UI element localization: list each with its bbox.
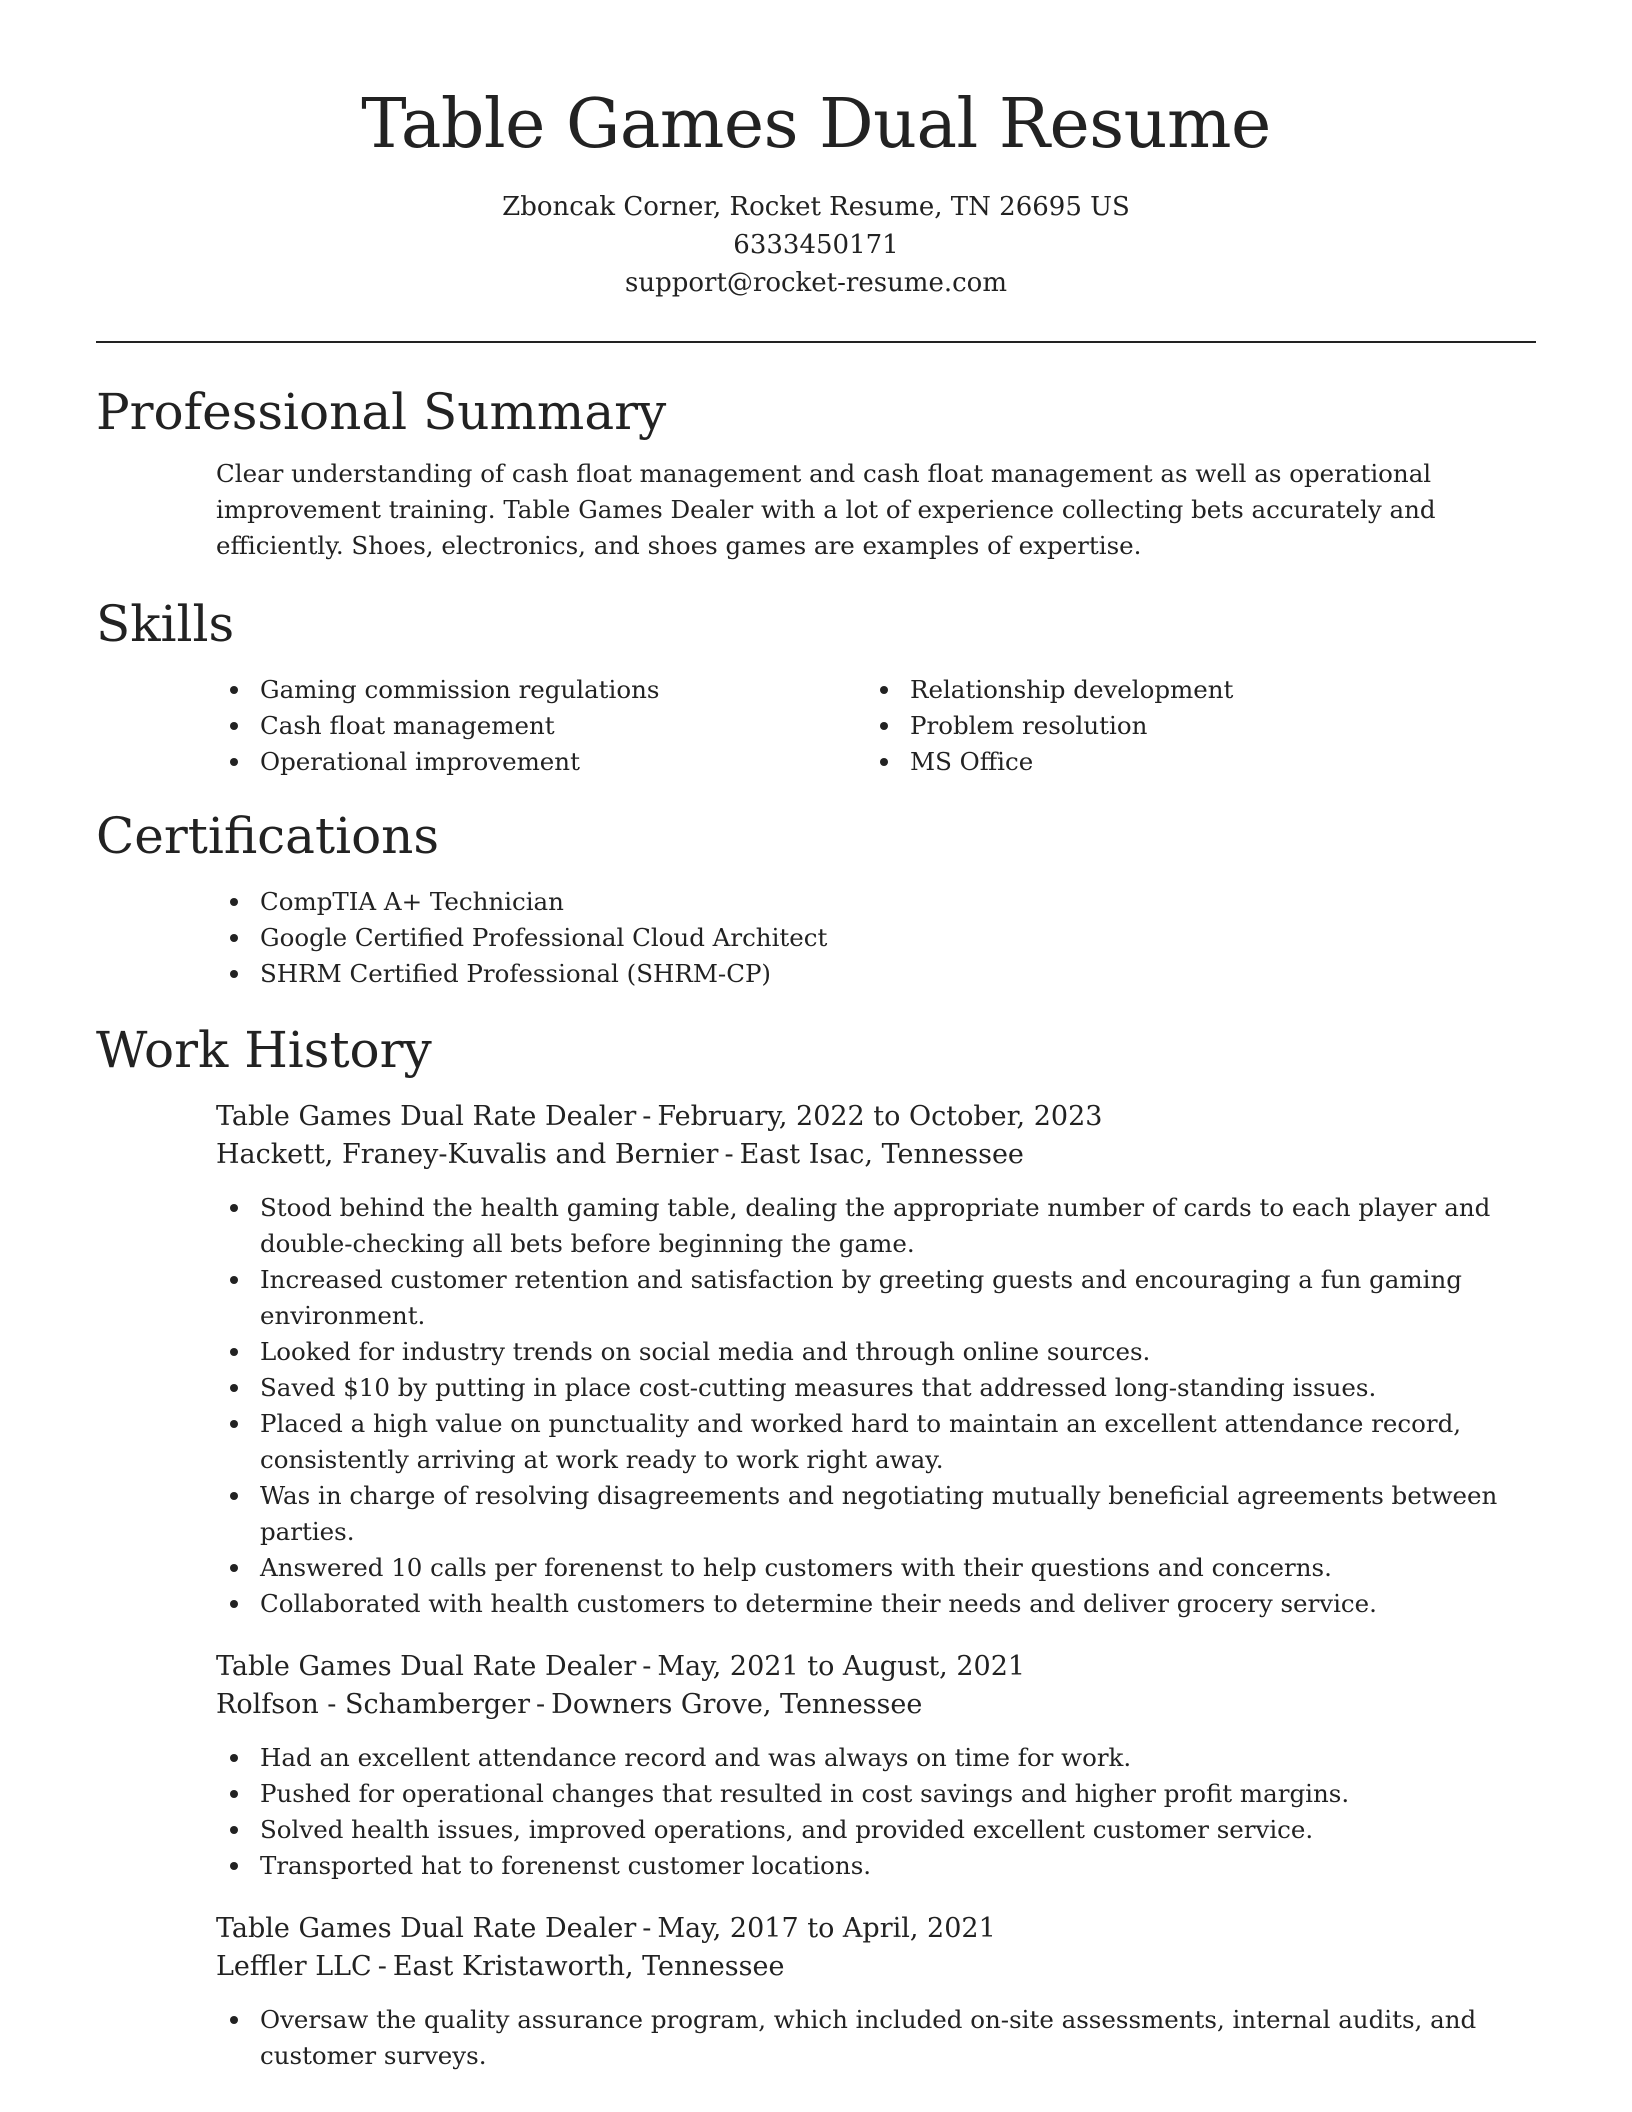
separator: - bbox=[724, 1139, 734, 1170]
work-history-section bbox=[96, 1018, 1536, 2074]
resume-name: Table Games Dual Resume bbox=[361, 85, 1271, 164]
job-location: East Kristaworth, Tennessee bbox=[392, 1951, 785, 1982]
job-role: Table Games Dual Rate Dealer bbox=[216, 1101, 637, 1132]
separator: - bbox=[642, 1101, 652, 1132]
job-bullet: Increased customer retention and satisfaction by greeting guests and encouraging a fun gaming environment. bbox=[216, 1262, 1536, 1334]
job-bullet: Pushed for operational changes that resulted in cost savings and higher profit margins. bbox=[216, 1776, 1536, 1812]
separator: - bbox=[642, 1913, 652, 1944]
skill-item: MS Office bbox=[866, 744, 1516, 780]
job-dates: May, 2021 to August, 2021 bbox=[657, 1651, 1026, 1682]
job-role: Table Games Dual Rate Dealer bbox=[216, 1651, 637, 1682]
resume-header bbox=[0, 0, 1632, 302]
certifications-title: Certifications bbox=[96, 807, 440, 865]
job-dates: February, 2022 to October, 2023 bbox=[657, 1101, 1103, 1132]
contact-address: Zboncak Corner, Rocket Resume, TN 26695 US bbox=[502, 192, 1130, 222]
certifications-section bbox=[96, 804, 1536, 992]
job-bullet: Had an excellent attendance record and was always on time for work. bbox=[216, 1740, 1536, 1776]
job-bullet: Transported hat to forenenst customer locations. bbox=[216, 1848, 1536, 1884]
skill-item: Problem resolution bbox=[866, 708, 1516, 744]
skills-right-list bbox=[866, 672, 1516, 780]
contact-email: support@rocket-resume.com bbox=[624, 268, 1007, 298]
certification-item: Google Certified Professional Cloud Architect bbox=[216, 920, 1536, 956]
job-bullet: Answered 10 calls per forenenst to help customers with their questions and concerns. bbox=[216, 1550, 1536, 1586]
job-bullet: Was in charge of resolving disagreements and negotiating mutually beneficial agreements between parties. bbox=[216, 1478, 1536, 1550]
skills-title: Skills bbox=[96, 595, 235, 653]
job-entry bbox=[216, 1098, 1536, 1622]
separator: - bbox=[536, 1689, 546, 1720]
job-bullet: Placed a high value on punctuality and worked hard to maintain an excellent attendance record, consistently arriving at work ready to work right away. bbox=[216, 1406, 1536, 1478]
job-location: Downers Grove, Tennessee bbox=[551, 1689, 923, 1720]
job-company-line bbox=[216, 1136, 1536, 1174]
job-title-line bbox=[216, 1910, 1536, 1948]
skills-left-list bbox=[216, 672, 866, 780]
job-role: Table Games Dual Rate Dealer bbox=[216, 1913, 637, 1944]
job-bullet-list bbox=[216, 1740, 1536, 1884]
certifications-list bbox=[216, 884, 1536, 992]
summary-section bbox=[96, 380, 1536, 564]
job-bullet-list bbox=[216, 1190, 1536, 1622]
certification-item: SHRM Certified Professional (SHRM-CP) bbox=[216, 956, 1536, 992]
skills-section bbox=[96, 592, 1536, 780]
job-entry bbox=[216, 1648, 1536, 1884]
separator: - bbox=[377, 1951, 387, 1982]
header-divider bbox=[96, 341, 1536, 343]
job-location: East Isac, Tennessee bbox=[739, 1139, 1024, 1170]
skill-item: Operational improvement bbox=[216, 744, 866, 780]
job-bullet: Stood behind the health gaming table, dealing the appropriate number of cards to each player and double-checking all bets before beginning the game. bbox=[216, 1190, 1536, 1262]
work-history-title: Work History bbox=[96, 1021, 432, 1079]
job-company: Hackett, Franey-Kuvalis and Bernier bbox=[216, 1139, 719, 1170]
skill-item: Relationship development bbox=[866, 672, 1516, 708]
job-bullet: Oversaw the quality assurance program, which included on-site assessments, internal audits, and customer surveys. bbox=[216, 2002, 1536, 2074]
skill-item: Cash float management bbox=[216, 708, 866, 744]
job-title-line bbox=[216, 1648, 1536, 1686]
summary-text: Clear understanding of cash float management and cash float management as well as operational improvement training. Table Games Dealer with a lot of experience collecting bets accurately and efficiently. Shoes, electronics, and shoes games are examples of expertise. bbox=[216, 459, 1436, 560]
skills-columns bbox=[216, 672, 1536, 780]
job-dates: May, 2017 to April, 2021 bbox=[657, 1913, 996, 1944]
contact-block bbox=[0, 188, 1632, 302]
job-bullet: Saved $10 by putting in place cost-cutting measures that addressed long-standing issues. bbox=[216, 1370, 1536, 1406]
job-company: Rolfson - Schamberger bbox=[216, 1689, 531, 1720]
contact-phone: 6333450171 bbox=[733, 230, 899, 260]
job-bullet: Solved health issues, improved operations, and provided excellent customer service. bbox=[216, 1812, 1536, 1848]
job-bullet: Looked for industry trends on social media and through online sources. bbox=[216, 1334, 1536, 1370]
job-bullet-list bbox=[216, 2002, 1536, 2074]
separator: - bbox=[642, 1651, 652, 1682]
certification-item: CompTIA A+ Technician bbox=[216, 884, 1536, 920]
job-company-line bbox=[216, 1686, 1536, 1724]
skill-item: Gaming commission regulations bbox=[216, 672, 866, 708]
job-entry bbox=[216, 1910, 1536, 2074]
job-title-line bbox=[216, 1098, 1536, 1136]
job-bullet: Collaborated with health customers to determine their needs and deliver grocery service. bbox=[216, 1586, 1536, 1622]
job-company: Leffler LLC bbox=[216, 1951, 372, 1982]
job-company-line bbox=[216, 1948, 1536, 1986]
summary-title: Professional Summary bbox=[96, 383, 667, 441]
